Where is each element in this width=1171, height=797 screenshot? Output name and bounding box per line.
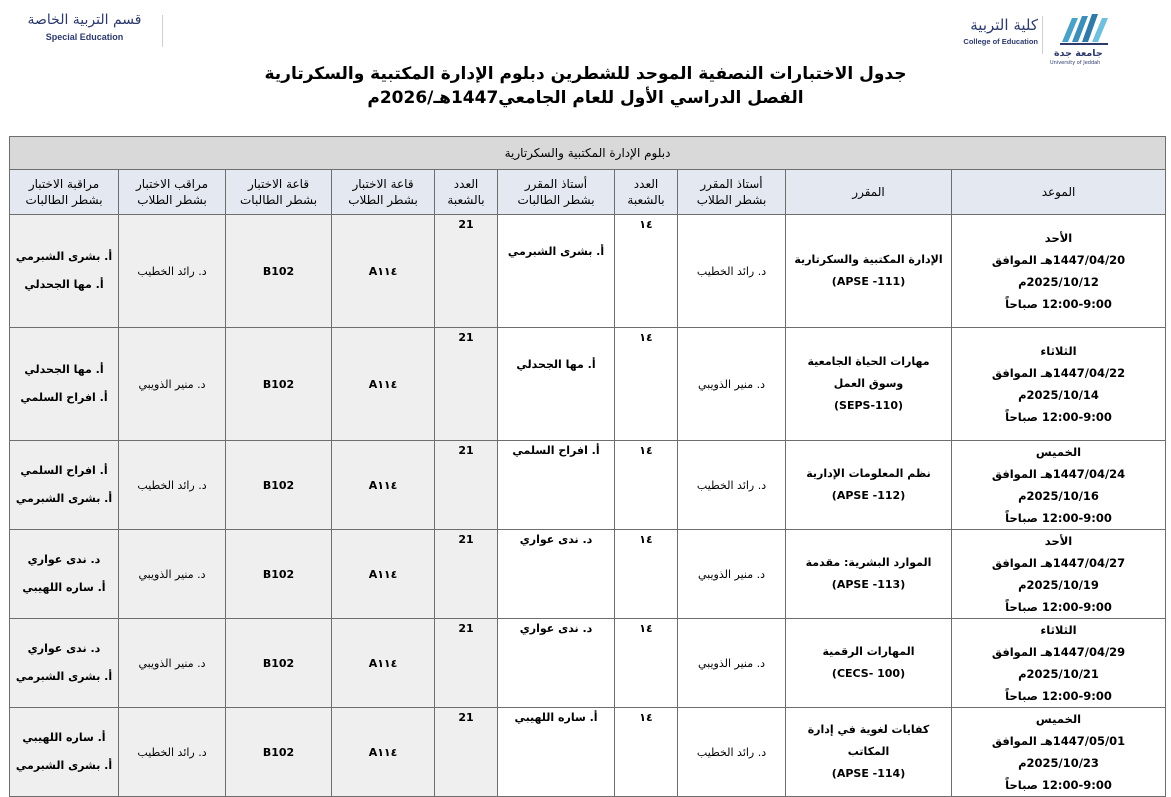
- instructor-male-cell: د. رائد الخطيب: [678, 215, 786, 328]
- instructor-female-cell: أ. ساره اللهيبي: [498, 708, 615, 797]
- course-cell: نظم المعلومات الإدارية (APSE -112): [786, 441, 952, 530]
- hall-female-cell: B102: [226, 619, 332, 708]
- instructor-male-cell: د. منير الذويبي: [678, 619, 786, 708]
- special-education-logo: [22, 12, 147, 42]
- header-proctor-female: مراقبة الاختبار بشطر الطالبات: [10, 170, 119, 215]
- hall-male-cell: A١١٤: [332, 441, 435, 530]
- header-date: الموعد: [952, 170, 1166, 215]
- logo-divider: [162, 15, 163, 47]
- course-cell: مهارات الحياة الجامعية وسوق العمل (SEPS-110): [786, 328, 952, 441]
- proctor-male-cell: د. رائد الخطيب: [119, 215, 226, 328]
- count-male-cell: ١٤: [615, 328, 678, 441]
- count-male-cell: ١٤: [615, 530, 678, 619]
- proctor-male-cell: د. منير الذويبي: [119, 530, 226, 619]
- college-logo-en: College of Education: [963, 37, 1038, 46]
- count-female-cell: 21: [435, 530, 498, 619]
- table-row: [10, 215, 1166, 328]
- program-banner: دبلوم الإدارة المكتبية والسكرتارية: [10, 137, 1166, 170]
- hall-female-cell: B102: [226, 530, 332, 619]
- college-logo-ar: كلية التربية: [970, 16, 1038, 34]
- special-education-logo-ar: قسم التربية الخاصة: [27, 12, 142, 28]
- count-female-cell: 21: [435, 328, 498, 441]
- instructor-female-cell: أ. افراح السلمي: [498, 441, 615, 530]
- instructor-female-cell: د. ندى عواري: [498, 530, 615, 619]
- logo-divider-right: [1042, 16, 1043, 54]
- header-count-male: العدد بالشعبة: [615, 170, 678, 215]
- course-cell: المهارات الرقمية (CECS- 100): [786, 619, 952, 708]
- course-cell: كفايات لغوية في إدارة المكاتب (APSE -114): [786, 708, 952, 797]
- header-course: المقرر: [786, 170, 952, 215]
- proctor-female-cell: أ. بشرى الشبرمي أ. مها الجحدلي: [10, 215, 119, 328]
- table-header-row: [10, 170, 1166, 215]
- count-male-cell: ١٤: [615, 708, 678, 797]
- university-mark-icon: [1058, 12, 1110, 46]
- date-cell: الأحد 1447/04/20هـ الموافق 2025/10/12م 12:00-9:00 صباحاً: [952, 215, 1166, 328]
- header-hall-male: قاعة الاختبار بشطر الطلاب: [332, 170, 435, 215]
- date-cell: الثلاثاء 1447/04/22هـ الموافق 2025/10/14م 12:00-9:00 صباحاً: [952, 328, 1166, 441]
- hall-male-cell: A١١٤: [332, 708, 435, 797]
- header-instructor-female: أستاذ المقرر بشطر الطالبات: [498, 170, 615, 215]
- date-cell: الأحد 1447/04/27هـ الموافق 2025/10/19م 12:00-9:00 صباحاً: [952, 530, 1166, 619]
- count-female-cell: 21: [435, 215, 498, 328]
- hall-female-cell: B102: [226, 215, 332, 328]
- exam-schedule-table: [9, 136, 1166, 797]
- count-male-cell: ١٤: [615, 215, 678, 328]
- table-row: [10, 619, 1166, 708]
- table-row: [10, 441, 1166, 530]
- proctor-male-cell: د. منير الذويبي: [119, 328, 226, 441]
- page-header: [0, 0, 1171, 66]
- count-female-cell: 21: [435, 441, 498, 530]
- special-education-logo-en: Special Education: [45, 32, 124, 42]
- table-row: [10, 708, 1166, 797]
- proctor-male-cell: د. رائد الخطيب: [119, 441, 226, 530]
- university-logo-en: University of Jeddah: [1050, 60, 1101, 66]
- proctor-female-cell: أ. مها الجحدلي أ. افراح السلمي: [10, 328, 119, 441]
- instructor-male-cell: د. منير الذويبي: [678, 530, 786, 619]
- course-cell: الموارد البشرية: مقدمة (APSE -113): [786, 530, 952, 619]
- instructor-female-cell: أ. بشرى الشبرمي: [498, 215, 615, 328]
- course-cell: الإدارة المكتبية والسكرتارية (APSE -111): [786, 215, 952, 328]
- instructor-female-cell: أ. مها الجحدلي: [498, 328, 615, 441]
- instructor-male-cell: د. رائد الخطيب: [678, 708, 786, 797]
- header-hall-female: قاعة الاختبار بشطر الطالبات: [226, 170, 332, 215]
- hall-female-cell: B102: [226, 708, 332, 797]
- proctor-female-cell: أ. ساره اللهيبي أ. بشرى الشبرمي: [10, 708, 119, 797]
- table-row: [10, 530, 1166, 619]
- count-female-cell: 21: [435, 619, 498, 708]
- proctor-male-cell: د. رائد الخطيب: [119, 708, 226, 797]
- university-logo: [930, 10, 1150, 66]
- document-title: [0, 62, 1171, 110]
- hall-male-cell: A١١٤: [332, 328, 435, 441]
- proctor-female-cell: د. ندى عواري أ. ساره اللهيبي: [10, 530, 119, 619]
- header-instructor-male: أستاذ المقرر بشطر الطلاب: [678, 170, 786, 215]
- count-male-cell: ١٤: [615, 619, 678, 708]
- hall-female-cell: B102: [226, 441, 332, 530]
- header-count-female: العدد بالشعبة: [435, 170, 498, 215]
- hall-male-cell: A١١٤: [332, 619, 435, 708]
- title-line-2: الفصل الدراسي الأول للعام الجامعي1447هـ/2026م: [367, 88, 804, 108]
- proctor-male-cell: د. منير الذويبي: [119, 619, 226, 708]
- hall-female-cell: B102: [226, 328, 332, 441]
- title-line-1: جدول الاختبارات النصفية الموحد للشطرين دبلوم الإدارة المكتبية والسكرتارية: [264, 64, 907, 84]
- proctor-female-cell: أ. افراح السلمي أ. بشرى الشبرمي: [10, 441, 119, 530]
- hall-male-cell: A١١٤: [332, 530, 435, 619]
- hall-male-cell: A١١٤: [332, 215, 435, 328]
- count-male-cell: ١٤: [615, 441, 678, 530]
- date-cell: الخميس 1447/05/01هـ الموافق 2025/10/23م 12:00-9:00 صباحاً: [952, 708, 1166, 797]
- date-cell: الثلاثاء 1447/04/29هـ الموافق 2025/10/21م 12:00-9:00 صباحاً: [952, 619, 1166, 708]
- instructor-female-cell: د. ندى عواري: [498, 619, 615, 708]
- instructor-male-cell: د. رائد الخطيب: [678, 441, 786, 530]
- date-cell: الخميس 1447/04/24هـ الموافق 2025/10/16م 12:00-9:00 صباحاً: [952, 441, 1166, 530]
- proctor-female-cell: د. ندى عواري أ. بشرى الشبرمي: [10, 619, 119, 708]
- table-row: [10, 328, 1166, 441]
- university-logo-ar: جامعة جدة: [1054, 48, 1103, 59]
- count-female-cell: 21: [435, 708, 498, 797]
- header-proctor-male: مراقب الاختبار بشطر الطلاب: [119, 170, 226, 215]
- instructor-male-cell: د. منير الذويبي: [678, 328, 786, 441]
